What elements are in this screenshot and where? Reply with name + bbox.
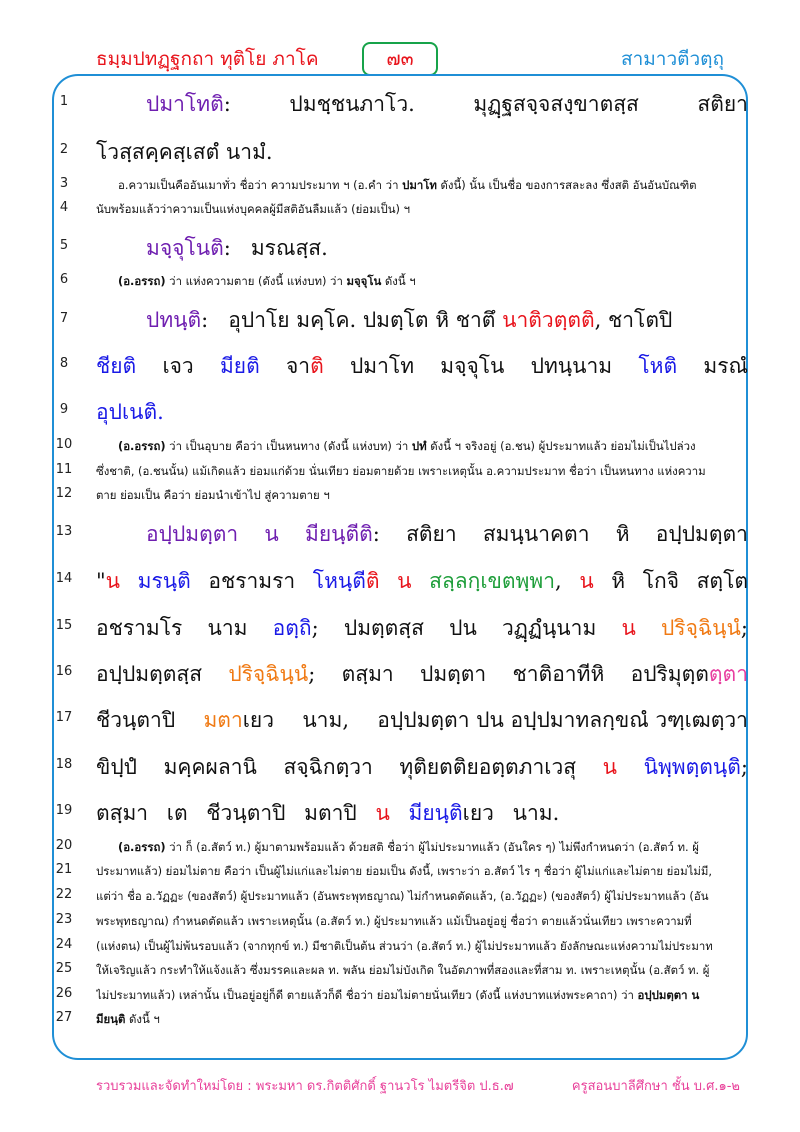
line-number: 1 [59, 94, 69, 109]
text: ไม่ประมาทแล้ว) เหล่านั้น เป็นอยู่อยู่ก็ดี ตายแล้วก็ดี ชื่อว่า ย่อมไม่ตายนั่นเทียว (ดังนี้ แห่งบาทแห่งพระคาถา) ว่า [96, 988, 638, 1002]
line-number: 4 [59, 200, 69, 215]
highlight-term: นาติวตฺตติ [502, 308, 595, 332]
highlight-term: โหนฺตี [312, 569, 366, 593]
text: นับพร้อมแล้วว่าความเป็นแห่งบุคคลผู้มีสติอันลืมแล้ว (ย่อมเป็น) ฯ [96, 202, 411, 216]
line-number: 2 [59, 142, 69, 157]
word: เยว [462, 801, 494, 825]
word: ปมตฺตสฺส [343, 616, 424, 640]
word: อปริมุตฺต [630, 662, 709, 686]
highlight-term: อุปเนติ. [96, 400, 164, 424]
headword: ปทนฺติ [146, 308, 202, 332]
word: ชีวนฺตาปิ [206, 801, 286, 825]
text-line-16 [96, 658, 748, 691]
highlight-term: น [602, 755, 618, 779]
text: ดังนี้ ฯ [125, 1012, 160, 1026]
colon: : [223, 92, 231, 116]
line-number: 8 [59, 356, 69, 371]
text-line-19 [96, 797, 748, 830]
line-number: 16 [55, 664, 73, 679]
word: นาม [207, 616, 248, 640]
word: นาม, [302, 708, 349, 732]
line-number: 13 [55, 524, 73, 539]
highlight-term: ชียติ [96, 354, 137, 378]
word: ปมชฺชนภาโว. [289, 92, 415, 116]
text-line-4 [96, 201, 748, 219]
text: ว่า ก็ (อ.สัตว์ ท.) ผู้มาตามพร้อมแล้ว ด้วยสติ ชื่อว่า ผู้ไม่ประมาทแล้ว (อันใคร ๆ) ไม่พึงกำหนดว่า (อ.สัตว์ ท. ผู้ [165, 840, 699, 854]
word: อชรามรา [208, 569, 296, 593]
word: ปมตฺตา [419, 662, 487, 686]
line-number: 19 [55, 803, 73, 818]
word: หิ [611, 569, 626, 593]
word: อชรามโร [96, 616, 183, 640]
highlight-term: น [579, 569, 594, 593]
semicolon: ; [308, 662, 316, 686]
text-line-7 [96, 304, 748, 337]
text-line-25 [96, 962, 748, 980]
word: มุฏฺฐสจฺจสงฺขาตสฺส [473, 92, 639, 116]
headword: น [264, 522, 279, 546]
text-line-6 [96, 273, 748, 291]
word: สมนฺนาคตา [482, 522, 590, 546]
line-number: 22 [55, 887, 73, 902]
word: ปน [449, 616, 477, 640]
bold-term: มียนฺติ [96, 1012, 126, 1026]
colon: : [201, 308, 209, 332]
line-number: 15 [55, 618, 73, 633]
highlight-term: สลฺลกฺเขตพฺพา [429, 569, 556, 593]
line-number: 9 [59, 402, 69, 417]
text-line-24 [96, 938, 748, 956]
line-number: 12 [55, 486, 73, 501]
text-line-23 [96, 913, 748, 931]
bold-term: อปฺปมตฺตา น [637, 988, 700, 1002]
text-line-27 [96, 1011, 748, 1029]
highlight-term: ตฺตา [708, 662, 748, 686]
word: ปทนฺนาม [530, 354, 613, 378]
text: อุปาโย มคฺโค. ปมตฺโต หิ ชาตึ [228, 308, 496, 332]
text-line-14 [96, 565, 748, 598]
text: ดังนี้ ฯ จริงอยู่ (อ.ชน) ผู้ประมาทแล้ว ย่อมไม่เป็นไปล่วง [426, 439, 696, 453]
text: , ชาโตปิ [594, 308, 673, 332]
text: ว่า แห่งความตาย (ดังนี้ แห่งบท) ว่า [165, 274, 347, 288]
word: ตสฺมา [96, 801, 149, 825]
line-number: 20 [55, 838, 73, 853]
semicolon: ; [311, 616, 319, 640]
text-line-22 [96, 888, 748, 906]
word: สตฺโต [696, 569, 748, 593]
quote-mark: " [96, 569, 106, 593]
word: ตสฺมา [341, 662, 394, 686]
headword: มจฺจุโนติ [146, 236, 224, 260]
text: พระพุทธญาณ) กำหนดตัดแล้ว เพราะเหตุนั้น (อ.สัตว์ ท.) ผู้ประมาทแล้ว แม้เป็นอยู่อยู่ ชื่อว่า ตายแล้วนั่นเทียว เพราะความที่ [96, 914, 692, 928]
bold-term: (อ.อรรถ) [118, 840, 166, 854]
highlight-term: น [375, 801, 390, 825]
text-line-12 [96, 487, 748, 505]
word: มจฺจุโน [440, 354, 505, 378]
word: จา [285, 354, 311, 378]
word: อปฺปมตฺตสฺส [96, 662, 203, 686]
semicolon: ; [740, 755, 748, 779]
line-number: 25 [55, 961, 73, 976]
text-line-11 [96, 463, 748, 481]
bold-term: (อ.อรรถ) [118, 274, 166, 288]
text: ว่า เป็นอุบาย คือว่า เป็นหนทาง (ดังนี้ แห่งบท) ว่า [165, 439, 412, 453]
line-number: 10 [55, 437, 73, 452]
text: ตาย ย่อมเป็น คือว่า ย่อมนำเข้าไป สู่ความตาย ฯ [96, 488, 330, 502]
text-line-10 [96, 438, 748, 456]
highlight-term: ติ [310, 354, 324, 378]
semicolon: ; [740, 616, 748, 640]
page-number-box: ๗๓ [362, 42, 438, 76]
highlight-term: น [105, 569, 121, 593]
text-line-20 [96, 839, 748, 857]
line-number: 17 [55, 710, 73, 725]
highlight-term: มียติ [219, 354, 260, 378]
text-line-8 [96, 350, 748, 383]
comma: , [555, 569, 562, 593]
text: ซึ่งชาติ, (อ.ชนนั้น) แม้เกิดแล้ว ย่อมแก่ด้วย นั่นเทียว ย่อมตายด้วย เพราะเหตุนั้น อ.ความประมาท ชื่อว่า เป็นหนทาง แห่งความ [96, 464, 706, 478]
word: โกจิ [642, 569, 680, 593]
colon: : [223, 236, 231, 260]
line-number: 21 [55, 862, 73, 877]
highlight-term: โหติ [638, 354, 678, 378]
footer-course: ครูสอนบาลีศึกษา ชั้น บ.ศ.๑-๒ [571, 1079, 740, 1094]
text: ประมาทแล้ว) ย่อมไม่ตาย คือว่า เป็นผู้ไม่แก่และไม่ตาย ย่อมเป็น ดังนี้, เพราะว่า อ.สัตว์ ไร ๆ ชื่อว่า ผู้ไม่แก่และไม่ตาย ย่อมไม่มี, [96, 864, 713, 878]
text-line-21 [96, 863, 748, 881]
word: สจฺฉิกตฺวา [283, 755, 373, 779]
word: อปฺปมตฺตา ปน อปฺปมาทลกฺขณํ วฑฺเฒตฺวา [377, 708, 748, 732]
word: ทุติยตติยอตฺตภาเวสุ [399, 755, 577, 779]
bold-term: (อ.อรรถ) [118, 439, 166, 453]
highlight-term: มรนฺติ [137, 569, 191, 593]
footer-author: รวบรวมและจัดทำใหม่โดย : พระมหา ดร.กิตติศักดิ์ ฐานวโร ไมตรีจิต ป.ธ.๗ [96, 1079, 514, 1094]
bold-term: มจฺจุโน [346, 274, 382, 288]
text-line-5 [96, 232, 748, 265]
word: ชาติอาทีหิ [512, 662, 605, 686]
highlight-term: ติ [365, 569, 380, 593]
line-number: 7 [59, 311, 69, 326]
highlight-term: นิพฺพตฺตนฺติ [643, 755, 741, 779]
text-line-13 [96, 518, 748, 551]
highlight-term: อตฺถิ [272, 616, 312, 640]
bold-term: ปทํ [411, 439, 427, 453]
text: มรณสฺส. [250, 236, 328, 260]
text: โวสฺสคฺคสฺเสตํ นามํ. [96, 140, 273, 164]
text-line-3 [96, 177, 748, 195]
headword: อปฺปมตฺตา [146, 522, 239, 546]
header-left-title: ธมฺมปทฏฺฐกถา ทุติโย ภาโค [96, 48, 319, 70]
word: มรณํ [703, 354, 748, 378]
headword: ปมาโทติ [146, 92, 224, 116]
text-line-15 [96, 612, 748, 645]
text-line-1 [96, 88, 748, 121]
text-line-17 [96, 704, 748, 737]
highlight-term: ปริจฺฉินฺนํ [660, 616, 741, 640]
line-number: 3 [59, 176, 69, 191]
text-line-18 [96, 751, 748, 784]
line-number: 5 [59, 238, 69, 253]
word: มคฺคผลานิ [163, 755, 257, 779]
line-number: 18 [55, 757, 73, 772]
word: เจว [162, 354, 194, 378]
highlight-term: ปริจฺฉินฺนํ [228, 662, 309, 686]
text: ให้เจริญแล้ว กระทำให้แจ้งแล้ว ซึ่งมรรคและผล ท. พลัน ย่อมไม่บังเกิด ในอัตภาพที่สองและที่สาม ท. เพราะเหตุนั้น (อ.สัตว์ ท. ผู้ [96, 963, 710, 977]
word: หิ [615, 522, 630, 546]
word: เยว [242, 708, 275, 732]
line-number: 24 [55, 937, 73, 952]
text-line-9 [96, 396, 748, 429]
text-line-2 [96, 136, 748, 169]
line-number: 6 [59, 272, 69, 287]
word: วฏฺฏํนฺนาม [501, 616, 597, 640]
text: ดังนี้ ฯ [381, 274, 416, 288]
word: อปฺปมตฺตา [655, 522, 748, 546]
highlight-term: มียนฺติ [408, 801, 463, 825]
highlight-term: น [621, 616, 636, 640]
word: ขิปฺปํ [96, 755, 138, 779]
text: ดังนี้) นั้น เป็นชื่อ ของการสละลง ซึ่งสติ อันอันบัณฑิต [436, 178, 697, 192]
line-number: 27 [55, 1010, 73, 1025]
line-number: 14 [55, 571, 73, 586]
word: สติยา [697, 92, 748, 116]
highlight-term: น [397, 569, 412, 593]
colon: : [372, 522, 380, 546]
line-number: 26 [55, 986, 73, 1001]
text: อ.ความเป็นคืออันเมาทั่ว ชื่อว่า ความประมาท ฯ (อ.คำ ว่า [118, 178, 403, 192]
headword: มียนฺตีติ [304, 522, 373, 546]
highlight-term: มตา [203, 708, 243, 732]
header-right-title: สามาวตีวตฺถุ [621, 48, 724, 70]
text-line-26 [96, 987, 748, 1005]
word: เต [166, 801, 188, 825]
word: นาม. [512, 801, 560, 825]
word: ชีวนฺตาปิ [96, 708, 176, 732]
line-number: 11 [55, 462, 73, 477]
line-number: 23 [55, 912, 73, 927]
word: มตาปิ [304, 801, 357, 825]
bold-term: ปมาโท [402, 178, 437, 192]
word: สติยา [406, 522, 457, 546]
text: (แห่งตน) เป็นผู้ไม่พ้นรอบแล้ว (จากทุกข์ ท.) มีชาติเป็นต้น ส่วนว่า (อ.สัตว์ ท.) ผู้ไม่ประมาทแล้ว ยังลักษณะแห่งความไม่ประมาท [96, 939, 713, 953]
word: ปมาโท [349, 354, 415, 378]
text: แต่ว่า ชื่อ อ.วัฏฏะ (ของสัตว์) ผู้ประมาทแล้ว (อันพระพุทธญาณ) ไม่กำหนดตัดแล้ว, (อ.วัฏฏะ) (ของสัตว์) ผู้ไม่ประมาทแล้ว (อัน [96, 889, 709, 903]
